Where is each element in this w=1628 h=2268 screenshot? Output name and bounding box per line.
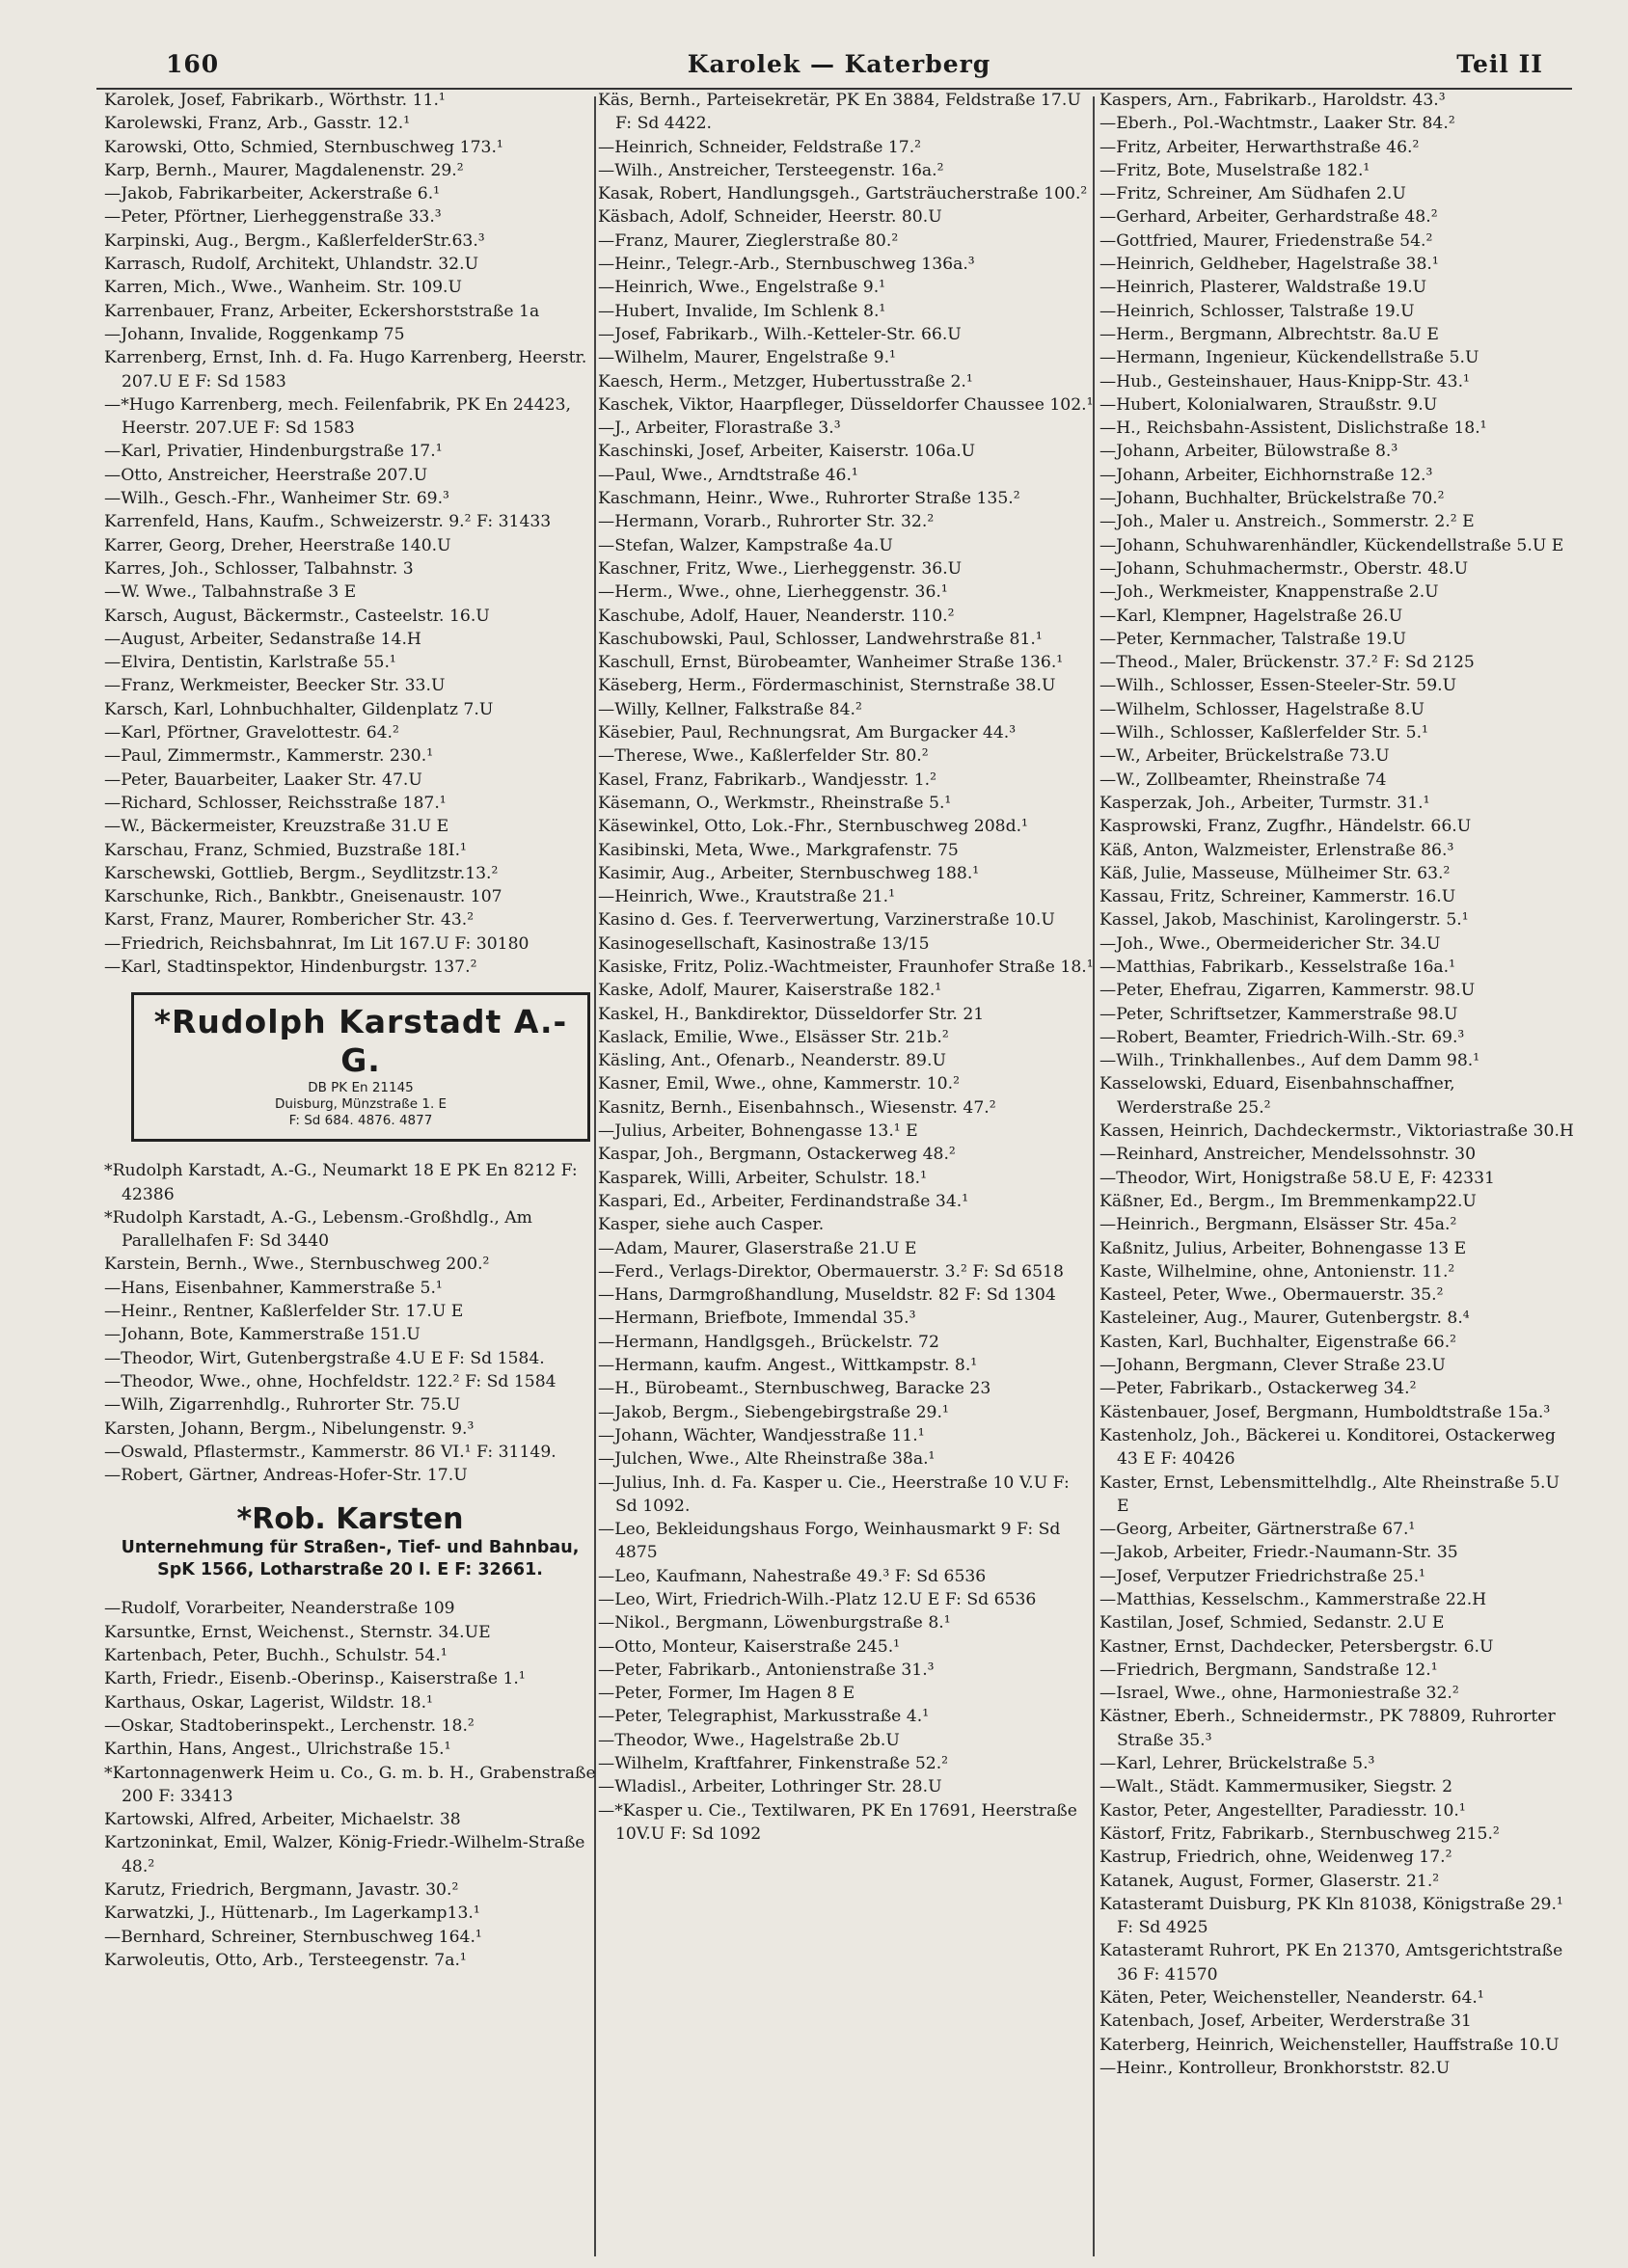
directory-entry: —Hubert, Invalide, Im Schlenk 8.¹ xyxy=(598,301,886,321)
directory-entry: —Julchen, Wwe., Alte Rheinstraße 38a.¹ xyxy=(598,1449,936,1470)
directory-entry: Käsewinkel, Otto, Lok.-Fhr., Sternbuschweg 208d.¹ xyxy=(598,817,1028,837)
directory-entry: —*Kasper u. Cie., Textilwaren, PK En 17691, Heerstraße 10V.U F: Sd 1092 xyxy=(598,1800,1077,1844)
directory-entry: —Wilh., Gesch.-Fhr., Wanheimer Str. 69.³ xyxy=(104,489,449,509)
directory-entry: Karst, Franz, Maurer, Rombericher Str. 43.² xyxy=(104,910,475,931)
directory-entry: —Paul, Wwe., Arndtstraße 46.¹ xyxy=(598,465,858,485)
directory-entry: Katasteramt Ruhrort, PK En 21370, Amtsgerichtstraße 36 F: 41570 xyxy=(1099,1941,1563,1984)
directory-entry: Kasak, Robert, Handlungsgeh., Gartsträucherstraße 100.² xyxy=(598,184,1088,204)
directory-entry: Kasprowski, Franz, Zugfhr., Händelstr. 66.U xyxy=(1099,817,1472,837)
directory-entry: —Karl, Stadtinspektor, Hindenburgstr. 137.² xyxy=(104,957,477,977)
directory-entry: Kasperzak, Joh., Arbeiter, Turmstr. 31.¹ xyxy=(1099,793,1430,813)
directory-entry: Kaschmann, Heinr., Wwe., Ruhrorter Straße 135.² xyxy=(598,489,1020,509)
directory-entry: —Johann, Buchhalter, Brückelstraße 70.² xyxy=(1099,489,1445,509)
directory-entry: —Matthias, Kesselschm., Kammerstraße 22.H xyxy=(1099,1590,1487,1609)
directory-entry: Kasselowski, Eduard, Eisenbahnschaffner, Werderstraße 25.² xyxy=(1099,1074,1455,1118)
directory-entry: —Fritz, Arbeiter, Herwarthstraße 46.² xyxy=(1099,137,1420,157)
directory-entry: —Johann, Bergmann, Clever Straße 23.U xyxy=(1099,1356,1446,1376)
directory-entry: —Stefan, Walzer, Kampstraße 4a.U xyxy=(598,535,893,555)
directory-entry: Kaskel, H., Bankdirektor, Düsseldorfer Str. 21 xyxy=(598,1004,985,1024)
directory-entry: —Johann, Bote, Kammerstraße 151.U xyxy=(104,1325,421,1345)
directory-entry: —Johann, Wächter, Wandjesstraße 11.¹ xyxy=(598,1425,925,1445)
directory-entry: Karwoleutis, Otto, Arb., Tersteegenstr. 7a.¹ xyxy=(104,1950,467,1970)
directory-entry: —Josef, Verputzer Friedrichstraße 25.¹ xyxy=(1099,1566,1425,1586)
directory-entry: Kasimir, Aug., Arbeiter, Sternbuschweg 188.¹ xyxy=(598,863,980,883)
directory-entry: Kaste, Wilhelmine, ohne, Antonienstr. 11.² xyxy=(1099,1261,1455,1282)
directory-entry: —Peter, Kernmacher, Talstraße 19.U xyxy=(1099,629,1406,649)
directory-entry: —Peter, Bauarbeiter, Laaker Str. 47.U xyxy=(104,770,422,790)
directory-entry: —Adam, Maurer, Glaserstraße 21.U E xyxy=(598,1238,917,1258)
ad-body: Unternehmung für Straßen-, Tief- und Bahnbau, SpK 1566, Lotharstraße 20 I. E F: 32661. xyxy=(121,1538,580,1580)
directory-entry: —Peter, Former, Im Hagen 8 E xyxy=(598,1684,855,1704)
directory-entry: —Oskar, Stadtoberinspekt., Lerchenstr. 18.² xyxy=(104,1715,475,1736)
directory-entry: —Theodor, Wirt, Gutenbergstraße 4.U E F: Sd 1584. xyxy=(104,1348,545,1368)
directory-entry: Kasibinski, Meta, Wwe., Markgrafenstr. 75 xyxy=(598,840,959,860)
entry-list xyxy=(1099,89,1574,2080)
directory-entry: —Jakob, Arbeiter, Friedr.-Naumann-Str. 35 xyxy=(1099,1543,1458,1563)
ad-company-name: *Rob. Karsten xyxy=(236,1502,464,1537)
directory-entry: —Hermann, Ingenieur, Kückendellstraße 5.U xyxy=(1099,348,1479,368)
directory-entry: —Josef, Fabrikarb., Wilh.-Ketteler-Str. 66.U xyxy=(598,324,962,344)
directory-entry: —W., Arbeiter, Brückelstraße 73.U xyxy=(1099,746,1390,767)
directory-entry: —Therese, Wwe., Kaßlerfelder Str. 80.² xyxy=(598,746,929,767)
directory-entry: Kaster, Ernst, Lebensmittelhdlg., Alte Rheinstraße 5.U E xyxy=(1099,1472,1560,1516)
directory-entry: —Hubert, Kolonialwaren, Straußstr. 9.U xyxy=(1099,394,1438,415)
directory-entry: —Julius, Inh. d. Fa. Kasper u. Cie., Heerstraße 10 V.U F: Sd 1092. xyxy=(598,1472,1070,1516)
directory-entry: —Leo, Kaufmann, Nahestraße 49.³ F: Sd 6536 xyxy=(598,1566,987,1586)
directory-entry: Käten, Peter, Weichensteller, Neanderstr. 64.¹ xyxy=(1099,1988,1484,2009)
directory-entry: Kaßnitz, Julius, Arbeiter, Bohnengasse 13 E xyxy=(1099,1238,1467,1258)
directory-entry: Käß, Julie, Masseuse, Mülheimer Str. 63.² xyxy=(1099,863,1451,883)
directory-entry: Kaske, Adolf, Maurer, Kaiserstraße 182.¹ xyxy=(598,981,942,1001)
directory-entry: —Joh., Maler u. Anstreich., Sommerstr. 2.² E xyxy=(1099,512,1475,532)
directory-entry: —W. Wwe., Talbahnstraße 3 E xyxy=(104,582,357,603)
directory-entry: —Hermann, Vorarb., Ruhrorter Str. 32.² xyxy=(598,512,935,532)
directory-entry: —Heinr., Telegr.-Arb., Sternbuschweg 136a.³ xyxy=(598,255,975,275)
directory-entry: Karrasch, Rudolf, Architekt, Uhlandstr. 32.U xyxy=(104,255,479,275)
directory-entry: Kasteleiner, Aug., Maurer, Gutenbergstr. 8.⁴ xyxy=(1099,1309,1470,1329)
directory-entry: —Peter, Pförtner, Lierheggenstraße 33.³ xyxy=(104,207,442,228)
directory-entry: —Wilh, Zigarrenhdlg., Ruhrorter Str. 75.U xyxy=(104,1395,461,1416)
directory-entry: Karschewski, Gottlieb, Bergm., Seydlitzstr.13.² xyxy=(104,863,499,883)
directory-entry: Kaesch, Herm., Metzger, Hubertusstraße 2.¹ xyxy=(598,371,973,392)
directory-entry: —Johann, Arbeiter, Eichhornstraße 12.³ xyxy=(1099,465,1433,485)
directory-entry: —Peter, Schriftsetzer, Kammerstraße 98.U xyxy=(1099,1004,1458,1024)
directory-entry: Karthin, Hans, Angest., Ulrichstraße 15.¹ xyxy=(104,1740,451,1760)
directory-entry: Karthaus, Oskar, Lagerist, Wildstr. 18.¹ xyxy=(104,1692,433,1713)
directory-entry: Karutz, Friedrich, Bergmann, Javastr. 30.² xyxy=(104,1880,459,1900)
directory-entry: Kaschubowski, Paul, Schlosser, Landwehrstraße 81.¹ xyxy=(598,629,1043,649)
directory-entry: —*Hugo Karrenberg, mech. Feilenfabrik, PK En 24423, Heerstr. 207.UE F: Sd 1583 xyxy=(104,394,571,439)
directory-entry: —Hermann, Briefbote, Immendal 35.³ xyxy=(598,1309,916,1329)
directory-entry: —Herm., Bergmann, Albrechtstr. 8a.U E xyxy=(1099,324,1439,344)
directory-entry: Kasel, Franz, Fabrikarb., Wandjesstr. 1.² xyxy=(598,770,937,790)
directory-entry: —Johann, Schuhwarenhändler, Kückendellstraße 5.U E xyxy=(1099,535,1564,555)
directory-entry: Kasper, siehe auch Casper. xyxy=(598,1215,825,1235)
directory-entry: Kaschinski, Josef, Arbeiter, Kaiserstr. 106a.U xyxy=(598,442,976,462)
directory-entry: —Otto, Monteur, Kaiserstraße 245.¹ xyxy=(598,1636,901,1657)
directory-entry: —Hermann, kaufm. Angest., Wittkampstr. 8.¹ xyxy=(598,1356,978,1376)
directory-entry: Käsebier, Paul, Rechnungsrat, Am Burgacker 44.³ xyxy=(598,723,1017,743)
directory-entry: —Johann, Invalide, Roggenkamp 75 xyxy=(104,324,405,344)
directory-entry: —Franz, Maurer, Zieglerstraße 80.² xyxy=(598,230,899,251)
directory-entry: *Rudolph Karstadt, A.-G., Neumarkt 18 E PK En 8212 F: 42386 xyxy=(104,1161,578,1204)
directory-entry: Käßner, Ed., Bergm., Im Bremmenkamp22.U xyxy=(1099,1191,1477,1211)
directory-entry: Kastenholz, Joh., Bäckerei u. Konditorei, Ostackerweg 43 E F: 40426 xyxy=(1099,1425,1556,1470)
directory-entry: Kaschull, Ernst, Bürobeamter, Wanheimer Straße 136.¹ xyxy=(598,653,1064,673)
page-range: Karolek — Katerberg xyxy=(687,50,991,78)
directory-entry: Karsch, August, Bäckermstr., Casteelstr. 16.U xyxy=(104,606,490,626)
directory-entry: —Fritz, Schreiner, Am Südhafen 2.U xyxy=(1099,184,1406,204)
directory-entry: —Heinrich, Schlosser, Talstraße 19.U xyxy=(1099,301,1415,321)
directory-entry: Karrenberg, Ernst, Inh. d. Fa. Hugo Karrenberg, Heerstr. 207.U E F: Sd 1583 xyxy=(104,348,587,392)
directory-entry: —Joh., Wwe., Obermeidericher Str. 34.U xyxy=(1099,933,1441,954)
directory-entry: Käß, Anton, Walzmeister, Erlenstraße 86.³ xyxy=(1099,840,1454,860)
directory-entry: Karolek, Josef, Fabrikarb., Wörthstr. 11.¹ xyxy=(104,91,446,110)
directory-entry: —Julius, Arbeiter, Bohnengasse 13.¹ E xyxy=(598,1121,918,1142)
directory-entry: Käsling, Ant., Ofenarb., Neanderstr. 89.U xyxy=(598,1051,946,1071)
directory-entry: —Wilh., Schlosser, Essen-Steeler-Str. 59.U xyxy=(1099,676,1457,696)
ad-line: DB PK En 21145 xyxy=(308,1080,414,1096)
directory-entry: Kasparek, Willi, Arbeiter, Schulstr. 18.¹ xyxy=(598,1168,928,1188)
page-number: 160 xyxy=(166,50,220,78)
directory-entry: —Wilhelm, Maurer, Engelstraße 9.¹ xyxy=(598,348,896,368)
directory-entry: —W., Zollbeamter, Rheinstraße 74 xyxy=(1099,770,1387,790)
directory-entry: —Robert, Gärtner, Andreas-Hofer-Str. 17.U xyxy=(104,1466,468,1486)
directory-entry: —Franz, Werkmeister, Beecker Str. 33.U xyxy=(104,676,446,696)
directory-entry: —Hans, Darmgroßhandlung, Museldstr. 82 F: Sd 1304 xyxy=(598,1285,1056,1306)
directory-entry: Katanek, August, Former, Glaserstr. 21.² xyxy=(1099,1871,1440,1891)
directory-entry: Kassau, Fritz, Schreiner, Kammerstr. 16.U xyxy=(1099,887,1456,907)
directory-entry: —Johann, Arbeiter, Bülowstraße 8.³ xyxy=(1099,442,1398,462)
directory-entry: —Karl, Pförtner, Gravelottestr. 64.² xyxy=(104,723,399,743)
directory-entry: —Elvira, Dentistin, Karlstraße 55.¹ xyxy=(104,653,396,673)
directory-entry: Kaschube, Adolf, Hauer, Neanderstr. 110.² xyxy=(598,606,955,626)
directory-entry: Karsuntke, Ernst, Weichenst., Sternstr. 34.UE xyxy=(104,1622,491,1642)
directory-entry: Kartowski, Alfred, Arbeiter, Michaelstr. 38 xyxy=(104,1810,461,1830)
section-label: Teil II xyxy=(1456,50,1543,78)
directory-entry: Kartenbach, Peter, Buchh., Schulstr. 54.¹ xyxy=(104,1646,448,1666)
directory-entry: Karres, Joh., Schlosser, Talbahnstr. 3 xyxy=(104,558,414,579)
karsten-advertisement xyxy=(104,1502,596,1581)
directory-entry: —Rudolf, Vorarbeiter, Neanderstraße 109 xyxy=(104,1599,455,1619)
directory-entry: —Theod., Maler, Brückenstr. 37.² F: Sd 2125 xyxy=(1099,653,1475,673)
directory-entry: —Wilh., Schlosser, Kaßlerfelder Str. 5.¹ xyxy=(1099,723,1428,743)
directory-entry: —Matthias, Fabrikarb., Kesselstraße 16a.¹ xyxy=(1099,957,1456,977)
directory-entry: Karolewski, Franz, Arb., Gasstr. 12.¹ xyxy=(104,114,411,134)
directory-entry: *Kartonnagenwerk Heim u. Co., G. m. b. H., Grabenstraße 200 F: 33413 xyxy=(104,1763,596,1806)
directory-entry: Käsemann, O., Werkmstr., Rheinstraße 5.¹ xyxy=(598,793,952,813)
directory-entry: —Leo, Wirt, Friedrich-Wilh.-Platz 12.U E F: Sd 6536 xyxy=(598,1590,1037,1609)
directory-entry: —Theodor, Wwe., ohne, Hochfeldstr. 122.² F: Sd 1584 xyxy=(104,1371,556,1391)
directory-entry: Karth, Friedr., Eisenb.-Oberinsp., Kaiserstraße 1.¹ xyxy=(104,1669,526,1689)
directory-entry: Karschunke, Rich., Bankbtr., Gneisenaustr. 107 xyxy=(104,887,502,907)
directory-entry: —Johann, Schuhmachermstr., Oberstr. 48.U xyxy=(1099,558,1469,579)
directory-entry: —Friedrich, Reichsbahnrat, Im Lit 167.U F: 30180 xyxy=(104,933,529,954)
directory-entry: Katasteramt Duisburg, PK Kln 81038, Königstraße 29.¹ F: Sd 4925 xyxy=(1099,1894,1563,1938)
directory-entry: Kassel, Jakob, Maschinist, Karolingerstr. 5.¹ xyxy=(1099,910,1469,931)
directory-entry: —Theodor, Wwe., Hagelstraße 2b.U xyxy=(598,1730,900,1750)
directory-entry: Kassen, Heinrich, Dachdeckermstr., Viktoriastraße 30.H xyxy=(1099,1121,1574,1142)
directory-entry: Kaspari, Ed., Arbeiter, Ferdinandstraße 34.¹ xyxy=(598,1191,969,1211)
directory-entry: *Rudolph Karstadt, A.-G., Lebensm.-Großhdlg., Am Parallelhafen F: Sd 3440 xyxy=(104,1207,532,1252)
directory-entry: Kaschner, Fritz, Wwe., Lierheggenstr. 36.U xyxy=(598,558,963,579)
directory-entry: —Gerhard, Arbeiter, Gerhardstraße 48.² xyxy=(1099,207,1438,228)
directory-entry: Kaschek, Viktor, Haarpfleger, Düsseldorfer Chaussee 102.¹ xyxy=(598,394,1094,415)
directory-entry: —W., Bäckermeister, Kreuzstraße 31.U E xyxy=(104,817,449,837)
directory-entry: Kasner, Emil, Wwe., ohne, Kammerstr. 10.² xyxy=(598,1074,960,1094)
directory-entry: —Heinrich, Geldheber, Hagelstraße 38.¹ xyxy=(1099,255,1439,275)
directory-entry: —Walt., Städt. Kammermusiker, Siegstr. 2 xyxy=(1099,1777,1453,1797)
directory-entry: Katenbach, Josef, Arbeiter, Werderstraße 31 xyxy=(1099,2012,1472,2032)
page-header xyxy=(96,50,1582,89)
directory-entry: Karstein, Bernh., Wwe., Sternbuschweg 200.² xyxy=(104,1255,490,1275)
directory-entry: —Hub., Gesteinshauer, Haus-Knipp-Str. 43.¹ xyxy=(1099,371,1470,392)
directory-entry: —Robert, Beamter, Friedrich-Wilh.-Str. 69.³ xyxy=(1099,1027,1465,1047)
directory-entry: Kastner, Ernst, Dachdecker, Petersbergstr. 6.U xyxy=(1099,1636,1494,1657)
directory-entry: —Jakob, Fabrikarbeiter, Ackerstraße 6.¹ xyxy=(104,184,441,204)
ad-line: F: Sd 684. 4876. 4877 xyxy=(288,1113,433,1129)
directory-entry: Käsbach, Adolf, Schneider, Heerstr. 80.U xyxy=(598,207,942,228)
directory-entry: Kästorf, Fritz, Fabrikarb., Sternbuschweg 215.² xyxy=(1099,1823,1500,1844)
directory-entry: Karrenbauer, Franz, Arbeiter, Eckershorststraße 1a xyxy=(104,301,540,321)
directory-entry: —Heinrich., Bergmann, Elsässer Str. 45a.² xyxy=(1099,1215,1457,1235)
directory-entry: —Friedrich, Bergmann, Sandstraße 12.¹ xyxy=(1099,1660,1438,1680)
directory-entry: —Jakob, Bergm., Siebengebirgstraße 29.¹ xyxy=(598,1402,949,1422)
directory-entry: —Bernhard, Schreiner, Sternbuschweg 164.¹ xyxy=(104,1927,482,1947)
directory-entry: —Joh., Werkmeister, Knappenstraße 2.U xyxy=(1099,582,1439,603)
directory-entry: —Peter, Telegraphist, Markusstraße 4.¹ xyxy=(598,1707,930,1727)
directory-entry: —Leo, Bekleidungshaus Forgo, Weinhausmarkt 9 F: Sd 4875 xyxy=(598,1520,1061,1563)
directory-entry: —August, Arbeiter, Sedanstraße 14.H xyxy=(104,629,421,649)
directory-entry: —Karl, Klempner, Hagelstraße 26.U xyxy=(1099,606,1403,626)
entry-list xyxy=(598,89,1096,1846)
directory-entry: Kastor, Peter, Angestellter, Paradiesstr. 10.¹ xyxy=(1099,1800,1466,1821)
directory-entry: Katerberg, Heinrich, Weichensteller, Hauffstraße 10.U xyxy=(1099,2035,1560,2055)
directory-entry: Kasinogesellschaft, Kasinostraße 13/15 xyxy=(598,933,930,954)
directory-entry: Karren, Mich., Wwe., Wanheim. Str. 109.U xyxy=(104,278,462,298)
directory-entry: Käs, Bernh., Parteisekretär, PK En 3884, Feldstraße 17.U F: Sd 4422. xyxy=(598,91,1081,134)
directory-entry: —Wilhelm, Schlosser, Hagelstraße 8.U xyxy=(1099,699,1424,719)
directory-entry: Karrer, Georg, Dreher, Heerstraße 140.U xyxy=(104,535,451,555)
directory-entry: —Nikol., Bergmann, Löwenburgstraße 8.¹ xyxy=(598,1613,951,1634)
entry-list xyxy=(104,1159,596,1487)
directory-entry: —Richard, Schlosser, Reichsstraße 187.¹ xyxy=(104,793,447,813)
directory-entry: Kastrup, Friedrich, ohne, Weidenweg 17.² xyxy=(1099,1848,1452,1868)
directory-entry: —Heinrich, Wwe., Krautstraße 21.¹ xyxy=(598,887,895,907)
directory-entry: —Karl, Lehrer, Brückelstraße 5.³ xyxy=(1099,1754,1375,1774)
directory-entry: Kasino d. Ges. f. Teerverwertung, Varzinerstraße 10.U xyxy=(598,910,1055,931)
directory-entry: Karrenfeld, Hans, Kaufm., Schweizerstr. 9.² F: 31433 xyxy=(104,512,552,532)
directory-entry: —Willy, Kellner, Falkstraße 84.² xyxy=(598,699,862,719)
directory-entry: —Heinrich, Schneider, Feldstraße 17.² xyxy=(598,137,922,157)
directory-entry: —Peter, Fabrikarb., Antonienstraße 31.³ xyxy=(598,1660,935,1680)
directory-entry: —Heinr., Kontrolleur, Bronkhorststr. 82.U xyxy=(1099,2058,1451,2078)
directory-entry: Kasiske, Fritz, Poliz.-Wachtmeister, Fraunhofer Straße 18.¹ xyxy=(598,957,1094,977)
directory-entry: Karwatzki, J., Hüttenarb., Im Lagerkamp13.¹ xyxy=(104,1904,480,1924)
directory-entry: —Fritz, Bote, Muselstraße 182.¹ xyxy=(1099,160,1370,180)
directory-entry: —Hans, Eisenbahner, Kammerstraße 5.¹ xyxy=(104,1278,443,1298)
directory-entry: Käseberg, Herm., Fördermaschinist, Sternstraße 38.U xyxy=(598,676,1056,696)
entry-list xyxy=(104,1597,596,1972)
directory-entry: Kasten, Karl, Buchhalter, Eigenstraße 66.² xyxy=(1099,1332,1457,1352)
directory-entry: —J., Arbeiter, Florastraße 3.³ xyxy=(598,418,841,439)
directory-entry: —Wilh., Anstreicher, Tersteegenstr. 16a.² xyxy=(598,160,944,180)
directory-entry: —Heinrich, Plasterer, Waldstraße 19.U xyxy=(1099,278,1427,298)
ad-line: Duisburg, Münzstraße 1. E xyxy=(274,1096,448,1113)
karstadt-advertisement xyxy=(131,992,590,1142)
directory-entry: —Oswald, Pflastermstr., Kammerstr. 86 VI.¹ F: 31149. xyxy=(104,1442,556,1462)
directory-entry: —Hermann, Handlgsgeh., Brückelstr. 72 xyxy=(598,1332,939,1352)
directory-entry: —Peter, Fabrikarb., Ostackerweg 34.² xyxy=(1099,1379,1417,1399)
directory-entry: —Heinr., Rentner, Kaßlerfelder Str. 17.U E xyxy=(104,1302,464,1322)
directory-entry: —Israel, Wwe., ohne, Harmoniestraße 32.² xyxy=(1099,1684,1459,1704)
directory-entry: —Ferd., Verlags-Direktor, Obermauerstr. 3.² F: Sd 6518 xyxy=(598,1261,1064,1282)
directory-entry: Kästenbauer, Josef, Bergmann, Humboldtstraße 15a.³ xyxy=(1099,1402,1551,1422)
directory-entry: Karpinski, Aug., Bergm., KaßlerfelderStr.63.³ xyxy=(104,230,485,251)
directory-entry: Kasnitz, Bernh., Eisenbahnsch., Wiesenstr. 47.² xyxy=(598,1097,996,1118)
directory-entry: —H., Reichsbahn-Assistent, Dislichstraße 18.¹ xyxy=(1099,418,1487,439)
directory-entry: —Reinhard, Anstreicher, Mendelssohnstr. 30 xyxy=(1099,1145,1477,1165)
directory-entry: —Heinrich, Wwe., Engelstraße 9.¹ xyxy=(598,278,886,298)
directory-entry: Kasteel, Peter, Wwe., Obermauerstr. 35.² xyxy=(1099,1285,1444,1306)
column-3 xyxy=(1099,89,1574,2080)
directory-entry: —Gottfried, Maurer, Friedenstraße 54.² xyxy=(1099,230,1433,251)
directory-entry: —Peter, Ehefrau, Zigarren, Kammerstr. 98.U xyxy=(1099,981,1476,1001)
directory-entry: —Otto, Anstreicher, Heerstraße 207.U xyxy=(104,465,428,485)
directory-entry: Karschau, Franz, Schmied, Buzstraße 18I.¹ xyxy=(104,840,467,860)
directory-entry: —Wilh., Trinkhallenbes., Auf dem Damm 98.¹ xyxy=(1099,1051,1480,1071)
directory-entry: Kaspers, Arn., Fabrikarb., Haroldstr. 43.³ xyxy=(1099,91,1446,110)
column-1 xyxy=(104,89,596,1972)
column-2 xyxy=(598,89,1096,1846)
directory-entry: Karsch, Karl, Lohnbuchhalter, Gildenplatz 7.U xyxy=(104,699,494,719)
ad-company-name: *Rudolph Karstadt A.-G. xyxy=(153,1003,568,1080)
directory-entry: —Wladisl., Arbeiter, Lothringer Str. 28.U xyxy=(598,1777,942,1797)
directory-entry: Kästner, Eberh., Schneidermstr., PK 78809, Ruhrorter Straße 35.³ xyxy=(1099,1707,1556,1750)
directory-entry: —H., Bürobeamt., Sternbuschweg, Baracke 23 xyxy=(598,1379,991,1399)
directory-entry: —Karl, Privatier, Hindenburgstraße 17.¹ xyxy=(104,442,443,462)
directory-entry: Kaslack, Emilie, Wwe., Elsässer Str. 21b.² xyxy=(598,1027,949,1047)
directory-entry: Karsten, Johann, Bergm., Nibelungenstr. 9.³ xyxy=(104,1418,475,1439)
directory-entry: Karp, Bernh., Maurer, Magdalenenstr. 29.² xyxy=(104,160,464,180)
directory-entry: —Herm., Wwe., ohne, Lierheggenstr. 36.¹ xyxy=(598,582,948,603)
directory-entry: —Theodor, Wirt, Honigstraße 58.U E, F: 42331 xyxy=(1099,1168,1495,1188)
directory-entry: Kaspar, Joh., Bergmann, Ostackerweg 48.² xyxy=(598,1145,956,1165)
directory-entry: Karowski, Otto, Schmied, Sternbuschweg 173.¹ xyxy=(104,137,503,157)
directory-entry: —Wilhelm, Kraftfahrer, Finkenstraße 52.² xyxy=(598,1754,949,1774)
directory-entry: —Georg, Arbeiter, Gärtnerstraße 67.¹ xyxy=(1099,1520,1416,1540)
directory-entry: —Paul, Zimmermstr., Kammerstr. 230.¹ xyxy=(104,746,434,767)
directory-entry: Kartzoninkat, Emil, Walzer, König-Friedr.-Wilhelm-Straße 48.² xyxy=(104,1833,585,1876)
directory-entry: —Eberh., Pol.-Wachtmstr., Laaker Str. 84.² xyxy=(1099,114,1455,134)
directory-entry: Kastilan, Josef, Schmied, Sedanstr. 2.U E xyxy=(1099,1613,1445,1634)
entry-list xyxy=(104,89,596,979)
